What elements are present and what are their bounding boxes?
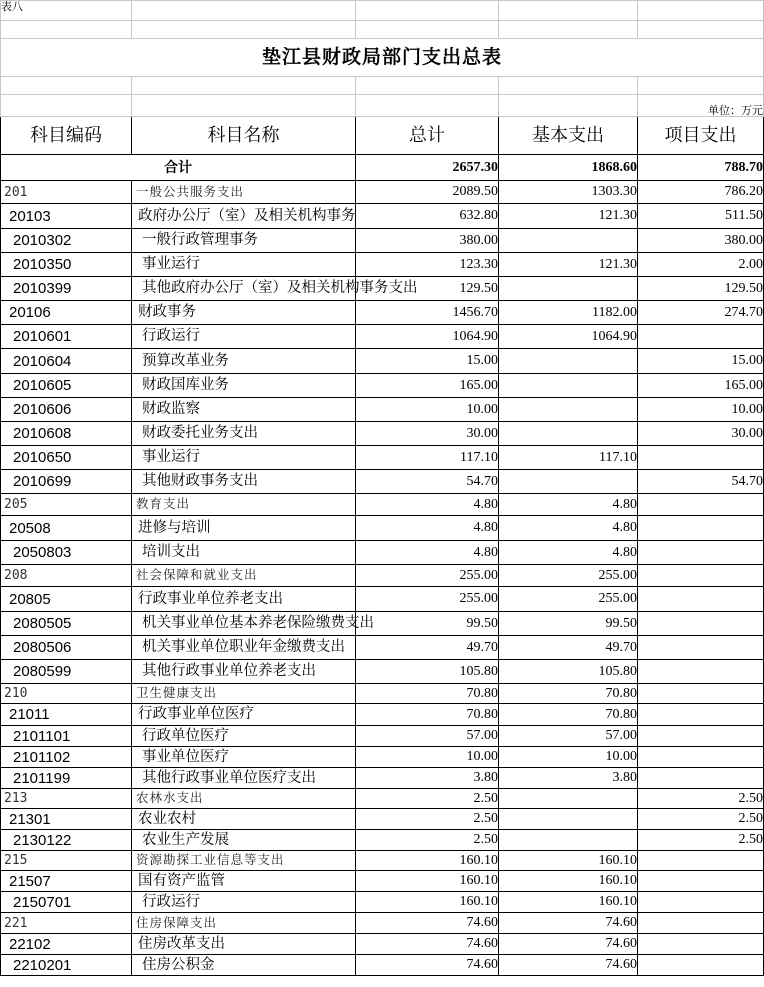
table-row <box>1 726 764 747</box>
cell-basic: 160.10 <box>499 871 638 892</box>
cell-total: 10.00 <box>356 747 499 768</box>
table-row <box>1 422 764 446</box>
cell-project <box>638 851 764 871</box>
cell-total: 4.80 <box>356 541 499 565</box>
cell-project: 54.70 <box>638 470 764 494</box>
cell-project <box>638 636 764 660</box>
cell-basic: 49.70 <box>499 636 638 660</box>
cell-name: 行政事业单位养老支出 <box>132 587 356 612</box>
cell-name: 教育支出 <box>132 494 356 516</box>
table-row <box>1 181 764 204</box>
cell-total: 2.50 <box>356 830 499 851</box>
cell-total: 3.80 <box>356 768 499 789</box>
cell-code: 2010699 <box>1 470 132 494</box>
cell-project: 2.50 <box>638 830 764 851</box>
cell-total: 117.10 <box>356 446 499 470</box>
cell-total: 10.00 <box>356 398 499 422</box>
cell-total: 255.00 <box>356 565 499 587</box>
cell-total: 30.00 <box>356 422 499 446</box>
cell-name: 其他政府办公厅（室）及相关机构事务支出 <box>132 277 356 301</box>
header-total: 总计 <box>356 117 499 155</box>
cell-name: 资源勘探工业信息等支出 <box>132 851 356 871</box>
cell-code: 2080506 <box>1 636 132 660</box>
cell-basic: 57.00 <box>499 726 638 747</box>
table-row <box>1 830 764 851</box>
cell-code: 22102 <box>1 934 132 955</box>
header-code: 科目编码 <box>1 117 132 155</box>
cell-basic: 4.80 <box>499 494 638 516</box>
cell-total: 54.70 <box>356 470 499 494</box>
cell-code: 205 <box>1 494 132 516</box>
cell-name: 事业运行 <box>132 253 356 277</box>
cell-total: 70.80 <box>356 704 499 726</box>
cell-code: 221 <box>1 913 132 934</box>
cell-code: 210 <box>1 684 132 704</box>
cell-total: 74.60 <box>356 955 499 976</box>
cell-total: 74.60 <box>356 934 499 955</box>
cell-total: 70.80 <box>356 684 499 704</box>
cell-name: 事业单位医疗 <box>132 747 356 768</box>
cell-basic: 74.60 <box>499 913 638 934</box>
cell-code: 2010606 <box>1 398 132 422</box>
cell-name: 事业运行 <box>132 446 356 470</box>
cell-project <box>638 913 764 934</box>
cell-basic: 70.80 <box>499 684 638 704</box>
cell-code: 21011 <box>1 704 132 726</box>
cell-total: 1064.90 <box>356 325 499 349</box>
cell-code: 2210201 <box>1 955 132 976</box>
cell-code: 2010399 <box>1 277 132 301</box>
cell-code: 2130122 <box>1 830 132 851</box>
cell-project <box>638 587 764 612</box>
table-row <box>1 636 764 660</box>
cell-project <box>638 768 764 789</box>
cell-code: 21507 <box>1 871 132 892</box>
cell-total: 160.10 <box>356 851 499 871</box>
cell-basic: 160.10 <box>499 851 638 871</box>
cell-name: 农林水支出 <box>132 789 356 809</box>
cell-project <box>638 325 764 349</box>
cell-total: 255.00 <box>356 587 499 612</box>
cell-name: 机关事业单位基本养老保险缴费支出 <box>132 612 356 636</box>
cell-name: 住房改革支出 <box>132 934 356 955</box>
cell-project <box>638 684 764 704</box>
table-row <box>1 253 764 277</box>
cell-project: 2.50 <box>638 789 764 809</box>
cell-basic: 160.10 <box>499 892 638 913</box>
table-row <box>1 446 764 470</box>
header-basic: 基本支出 <box>499 117 638 155</box>
cell-basic: 10.00 <box>499 747 638 768</box>
cell-total: 160.10 <box>356 892 499 913</box>
cell-total: 15.00 <box>356 349 499 374</box>
cell-basic: 121.30 <box>499 204 638 229</box>
cell-name: 住房保障支出 <box>132 913 356 934</box>
cell-code: 215 <box>1 851 132 871</box>
table-row <box>1 955 764 976</box>
cell-project <box>638 446 764 470</box>
table-row <box>1 470 764 494</box>
cell-basic: 4.80 <box>499 516 638 541</box>
cell-basic: 99.50 <box>499 612 638 636</box>
table-row <box>1 277 764 301</box>
cell-name: 其他财政事务支出 <box>132 470 356 494</box>
cell-project: 786.20 <box>638 181 764 204</box>
cell-code: 2010350 <box>1 253 132 277</box>
cell-project: 2.50 <box>638 809 764 830</box>
cell-name: 财政监察 <box>132 398 356 422</box>
cell-name: 一般公共服务支出 <box>132 181 356 204</box>
cell-name: 其他行政事业单位医疗支出 <box>132 768 356 789</box>
cell-name: 一般行政管理事务 <box>132 229 356 253</box>
cell-basic: 1303.30 <box>499 181 638 204</box>
cell-basic <box>499 398 638 422</box>
cell-basic: 121.30 <box>499 253 638 277</box>
table-row <box>1 612 764 636</box>
cell-project <box>638 955 764 976</box>
cell-code: 2010302 <box>1 229 132 253</box>
cell-code: 21301 <box>1 809 132 830</box>
cell-code: 2101101 <box>1 726 132 747</box>
cell-code: 20106 <box>1 301 132 325</box>
cell-name: 政府办公厅（室）及相关机构事务 <box>132 204 356 229</box>
cell-total: 74.60 <box>356 913 499 934</box>
page-title: 垫江县财政局部门支出总表 <box>1 39 764 77</box>
total-row <box>1 155 764 181</box>
table-row <box>1 565 764 587</box>
cell-basic: 105.80 <box>499 660 638 684</box>
total-total: 2657.30 <box>356 155 499 181</box>
cell-basic <box>499 789 638 809</box>
cell-total: 4.80 <box>356 516 499 541</box>
total-basic: 1868.60 <box>499 155 638 181</box>
cell-project <box>638 747 764 768</box>
cell-code: 2010605 <box>1 374 132 398</box>
cell-total: 2089.50 <box>356 181 499 204</box>
cell-basic <box>499 229 638 253</box>
cell-basic: 74.60 <box>499 955 638 976</box>
cell-basic: 1064.90 <box>499 325 638 349</box>
cell-code: 213 <box>1 789 132 809</box>
cell-name: 机关事业单位职业年金缴费支出 <box>132 636 356 660</box>
cell-code: 2010608 <box>1 422 132 446</box>
cell-project: 129.50 <box>638 277 764 301</box>
table-row <box>1 704 764 726</box>
cell-name: 住房公积金 <box>132 955 356 976</box>
cell-project <box>638 871 764 892</box>
cell-total: 160.10 <box>356 871 499 892</box>
cell-total: 2.50 <box>356 789 499 809</box>
table-row <box>1 684 764 704</box>
table-row <box>1 809 764 830</box>
cell-basic <box>499 374 638 398</box>
cell-code: 2101199 <box>1 768 132 789</box>
cell-project <box>638 660 764 684</box>
cell-name: 财政国库业务 <box>132 374 356 398</box>
cell-project: 511.50 <box>638 204 764 229</box>
cell-project: 30.00 <box>638 422 764 446</box>
cell-project <box>638 516 764 541</box>
cell-code: 2150701 <box>1 892 132 913</box>
cell-name: 国有资产监管 <box>132 871 356 892</box>
total-project: 788.70 <box>638 155 764 181</box>
cell-name: 培训支出 <box>132 541 356 565</box>
cell-project <box>638 892 764 913</box>
cell-project <box>638 704 764 726</box>
cell-basic <box>499 470 638 494</box>
cell-project <box>638 726 764 747</box>
cell-name: 农业生产发展 <box>132 830 356 851</box>
cell-total: 380.00 <box>356 229 499 253</box>
table-row <box>1 516 764 541</box>
cell-code: 20103 <box>1 204 132 229</box>
table-row <box>1 587 764 612</box>
cell-total: 1456.70 <box>356 301 499 325</box>
cell-name: 行政事业单位医疗 <box>132 704 356 726</box>
cell-basic: 1182.00 <box>499 301 638 325</box>
cell-basic: 4.80 <box>499 541 638 565</box>
cell-name: 其他行政事业单位养老支出 <box>132 660 356 684</box>
cell-basic <box>499 349 638 374</box>
cell-project: 10.00 <box>638 398 764 422</box>
table-row <box>1 541 764 565</box>
cell-total: 57.00 <box>356 726 499 747</box>
cell-code: 2010604 <box>1 349 132 374</box>
table-row <box>1 871 764 892</box>
total-label: 合计 <box>1 155 356 181</box>
header-row <box>1 117 764 155</box>
cell-project: 274.70 <box>638 301 764 325</box>
cell-project: 165.00 <box>638 374 764 398</box>
cell-basic <box>499 830 638 851</box>
cell-code: 2010601 <box>1 325 132 349</box>
cell-name: 农业农村 <box>132 809 356 830</box>
cell-name: 进修与培训 <box>132 516 356 541</box>
cell-code: 2101102 <box>1 747 132 768</box>
table-row <box>1 229 764 253</box>
table-label: 表八 <box>1 1 132 21</box>
cell-total: 105.80 <box>356 660 499 684</box>
cell-project <box>638 494 764 516</box>
table-row <box>1 934 764 955</box>
header-project: 项目支出 <box>638 117 764 155</box>
cell-name: 社会保障和就业支出 <box>132 565 356 587</box>
table-row <box>1 325 764 349</box>
cell-name: 行政单位医疗 <box>132 726 356 747</box>
cell-basic <box>499 277 638 301</box>
cell-project: 2.00 <box>638 253 764 277</box>
cell-basic: 117.10 <box>499 446 638 470</box>
cell-project: 15.00 <box>638 349 764 374</box>
unit-label: 单位：万元 <box>638 95 764 117</box>
cell-code: 201 <box>1 181 132 204</box>
cell-basic: 255.00 <box>499 565 638 587</box>
cell-code: 20508 <box>1 516 132 541</box>
cell-code: 2080505 <box>1 612 132 636</box>
cell-name: 财政事务 <box>132 301 356 325</box>
cell-name: 行政运行 <box>132 325 356 349</box>
table-row <box>1 301 764 325</box>
cell-code: 2050803 <box>1 541 132 565</box>
table-row <box>1 660 764 684</box>
table-row <box>1 349 764 374</box>
cell-total: 49.70 <box>356 636 499 660</box>
cell-project: 380.00 <box>638 229 764 253</box>
cell-name: 财政委托业务支出 <box>132 422 356 446</box>
cell-basic: 3.80 <box>499 768 638 789</box>
table-row <box>1 851 764 871</box>
table-row <box>1 913 764 934</box>
table-row <box>1 398 764 422</box>
cell-project <box>638 934 764 955</box>
table-row <box>1 374 764 398</box>
cell-basic: 70.80 <box>499 704 638 726</box>
cell-name: 预算改革业务 <box>132 349 356 374</box>
table-row <box>1 494 764 516</box>
table-row <box>1 747 764 768</box>
cell-basic: 255.00 <box>499 587 638 612</box>
cell-name: 行政运行 <box>132 892 356 913</box>
cell-total: 129.50 <box>356 277 499 301</box>
cell-code: 208 <box>1 565 132 587</box>
cell-code: 2080599 <box>1 660 132 684</box>
cell-project <box>638 565 764 587</box>
cell-basic: 74.60 <box>499 934 638 955</box>
table-row <box>1 204 764 229</box>
header-name: 科目名称 <box>132 117 356 155</box>
cell-basic <box>499 809 638 830</box>
cell-total: 2.50 <box>356 809 499 830</box>
cell-code: 2010650 <box>1 446 132 470</box>
cell-code: 20805 <box>1 587 132 612</box>
cell-total: 99.50 <box>356 612 499 636</box>
cell-total: 4.80 <box>356 494 499 516</box>
table-row <box>1 892 764 913</box>
cell-total: 123.30 <box>356 253 499 277</box>
table-row <box>1 789 764 809</box>
cell-project <box>638 612 764 636</box>
cell-total: 632.80 <box>356 204 499 229</box>
cell-project <box>638 541 764 565</box>
cell-total: 165.00 <box>356 374 499 398</box>
cell-name: 卫生健康支出 <box>132 684 356 704</box>
cell-basic <box>499 422 638 446</box>
table-row <box>1 768 764 789</box>
